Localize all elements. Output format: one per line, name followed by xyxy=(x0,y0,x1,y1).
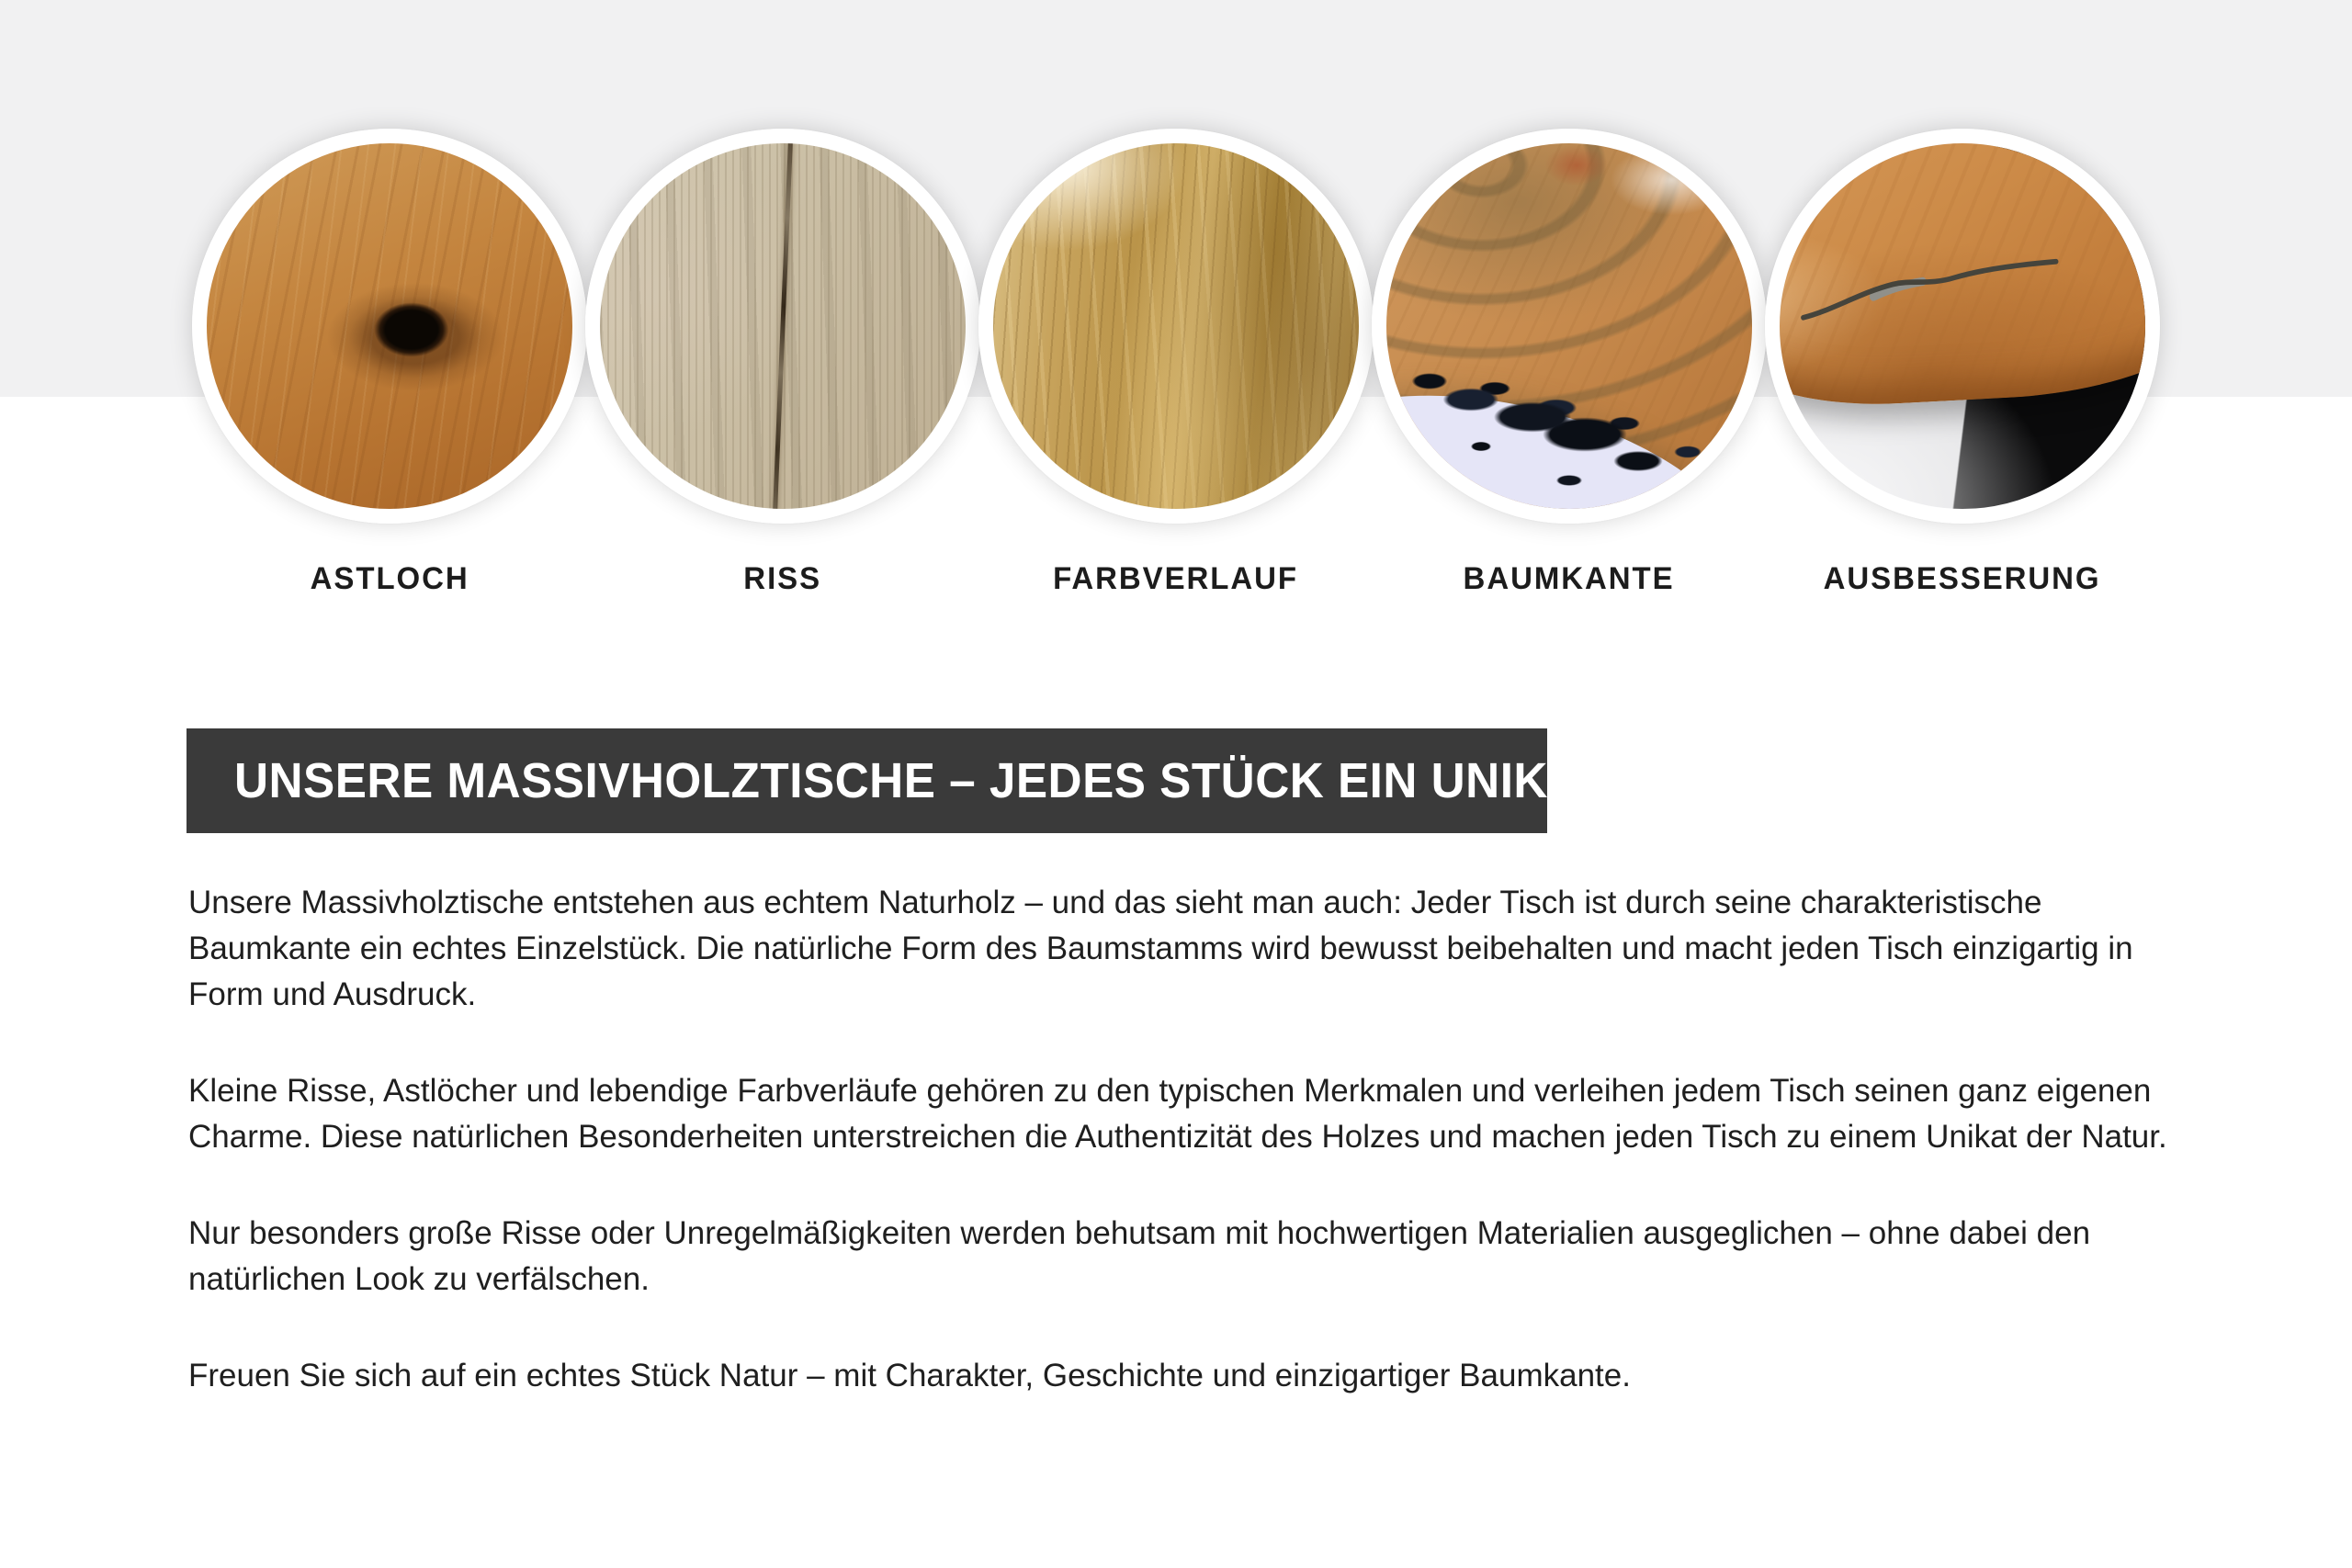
wood-live-edge-image xyxy=(1372,129,1767,524)
wood-crack-image xyxy=(585,129,980,524)
paragraph-4: Freuen Sie sich auf ein echtes Stück Natur – mit Charakter, Geschichte und einzigartiger Baumkante. xyxy=(188,1358,1631,1393)
feature-label-riss: RISS xyxy=(743,561,822,596)
feature-label-baumkante: BAUMKANTE xyxy=(1464,561,1675,596)
section-heading: UNSERE MASSIVHOLZTISCHE – JEDES STÜCK EIN UNIKAT xyxy=(234,753,1609,808)
repaired-crack-line xyxy=(1798,242,2062,336)
paragraph-2: Kleine Risse, Astlöcher und lebendige Farbverläufe gehören zu den typischen Merkmalen und verleihen jedem Tisch seinen ganz eigenen Charme. Diese natürlichen Besonderheiten unterstreichen die Authentizität des Holzes und machen jeden Tisch zu einem Unikat der Natur. xyxy=(188,1073,2167,1155)
feature-ausbesserung xyxy=(1750,129,2175,597)
crack-line xyxy=(773,132,794,520)
feature-farbverlauf xyxy=(964,129,1388,597)
feature-label-astloch: ASTLOCH xyxy=(310,561,469,596)
feature-label-farbverlauf: FARBVERLAUF xyxy=(1053,561,1299,596)
wood-repair-image xyxy=(1765,129,2160,524)
bark-pockets xyxy=(1386,143,1752,509)
feature-label-ausbesserung: AUSBESSERUNG xyxy=(1824,561,2101,596)
wood-knothole-image xyxy=(192,129,587,524)
feature-riss xyxy=(571,129,995,597)
feature-baumkante xyxy=(1357,129,1781,597)
section-heading-bar xyxy=(187,728,1609,833)
paragraph-1: Unsere Massivholztische entstehen aus echtem Naturholz – und das sieht man auch: Jeder Tisch ist durch seine charakteristische Baumkante ein echtes Einzelstück. Die natürliche Form des Baumstamms wird bewusst beibehalten und macht jeden Tisch einzigartig in Form und Ausdruck. xyxy=(188,885,2133,1012)
feature-astloch xyxy=(177,129,602,597)
wood-colour-gradient-image xyxy=(978,129,1374,524)
paragraph-3: Nur besonders große Risse oder Unregelmäßigkeiten werden behutsam mit hochwertigen Materialien ausgeglichen – ohne dabei den natürlichen Look zu verfälschen. xyxy=(188,1215,2091,1297)
wood-features-row xyxy=(177,129,2175,597)
section-body-text xyxy=(188,880,2196,1450)
